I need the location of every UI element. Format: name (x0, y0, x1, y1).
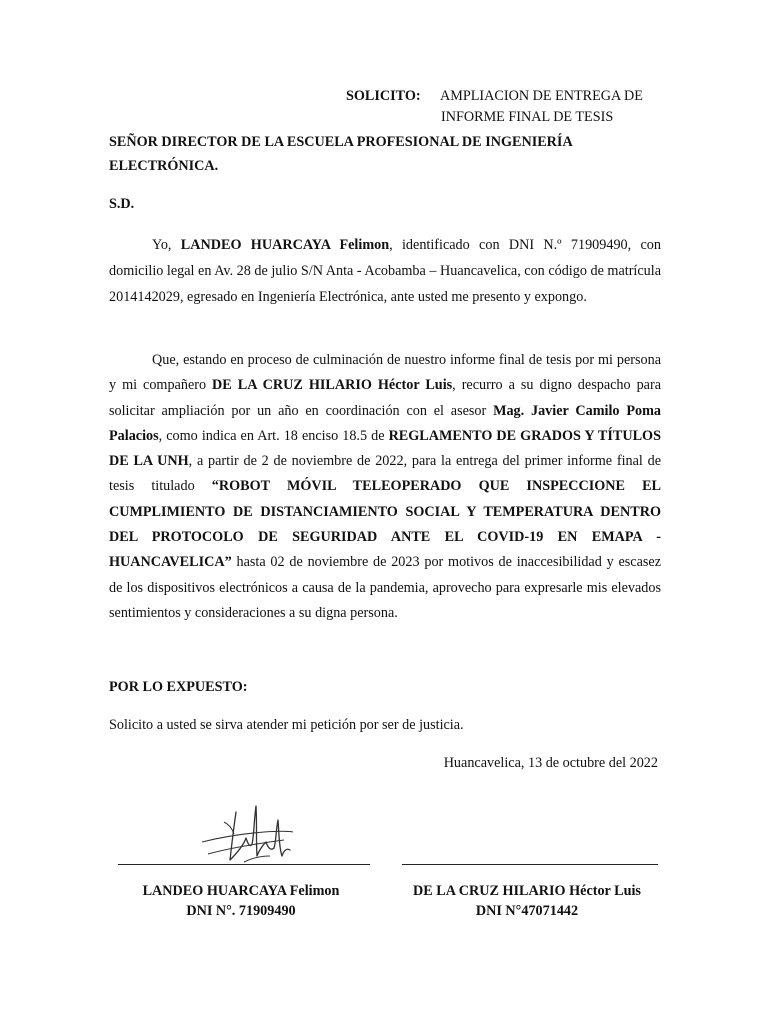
handwritten-signature (194, 798, 294, 870)
paragraph-2-text-d: , a partir de 2 de noviembre de 2022, para la entrega del primer informe final de tesis titulado (109, 453, 661, 495)
subject-block (346, 86, 676, 128)
thesis-title: “ROBOT MÓVIL TELEOPERADO QUE INSPECCIONE EL CUMPLIMIENTO DE DISTANCIAMIENTO SOCIAL Y TEMPERATURA DENTRO DEL PROTOCOLO DE SEGURIDAD ANTE EL COVID-19 EN EMAPA - HUANCAVELICA” (109, 478, 661, 571)
signature-line-left (118, 864, 370, 865)
applicant-name: LANDEO HUARCAYA Felimon (180, 237, 390, 253)
paragraph-2 (109, 348, 661, 626)
paragraph-2-text-b: , recurro a su digno despacho para solicitar ampliación por un año en coordinación con el asesor (109, 377, 661, 419)
paragraph-1-text-b: , identificado con DNI N.º 71909490, con domicilio legal en Av. 28 de julio S/N Anta - Acobamba – Huancavelica, con código de matrícula 2014142029, egresado en Ingeniería Electrónica, ante usted me presento y expongo. (109, 237, 661, 305)
advisor-name: Mag. Javier Camilo Poma Palacios (109, 402, 661, 444)
signatory-right-dni: DNI N°47071442 (475, 903, 579, 919)
solicito-label: SOLICITO: (346, 88, 421, 104)
signatory-right (396, 881, 658, 921)
place-date: Huancavelica, 13 de octubre del 2022 (443, 755, 658, 771)
signatory-left-dni: DNI N°. 71909490 (186, 903, 296, 919)
paragraph-2-text-c: , como indica en Art. 18 enciso 18.5 de (158, 427, 389, 444)
signature-line-right (402, 864, 658, 865)
paragraph-1-text-a: Yo, (152, 237, 181, 253)
paragraph-2-text-a: Que, estando en proceso de culminación de nuestro informe final de tesis por mi persona y mi compañero (109, 352, 661, 394)
paragraph-1 (109, 233, 661, 310)
salutation: S.D. (109, 196, 135, 212)
partner-name: DE LA CRUZ HILARIO Héctor Luis (212, 377, 453, 394)
por-lo-expuesto-heading: POR LO EXPUESTO: (109, 679, 248, 695)
subject-line-1: AMPLIACION DE ENTREGA DE (440, 88, 643, 104)
paragraph-2-text-e: hasta 02 de noviembre de 2023 por motivos de inaccesibilidad y escasez de los dispositivos electrónicos a causa de la pandemia, aprovecho para expresarle mis elevados sentimientos y consideraciones a su digna persona. (109, 554, 661, 621)
addressee: SEÑOR DIRECTOR DE LA ESCUELA PROFESIONAL DE INGENIERÍA ELECTRÓNICA. (109, 134, 572, 174)
regulation-name: REGLAMENTO DE GRADOS Y TÍTULOS DE LA UNH (109, 427, 661, 470)
closing-request: Solicito a usted se sirva atender mi petición por ser de justicia. (109, 717, 464, 733)
signatory-right-name: DE LA CRUZ HILARIO Héctor Luis (413, 883, 641, 899)
signatory-left-name: LANDEO HUARCAYA Felimon (142, 883, 340, 899)
signatory-left (112, 881, 370, 921)
subject-line-2: INFORME FINAL DE TESIS (441, 109, 614, 125)
